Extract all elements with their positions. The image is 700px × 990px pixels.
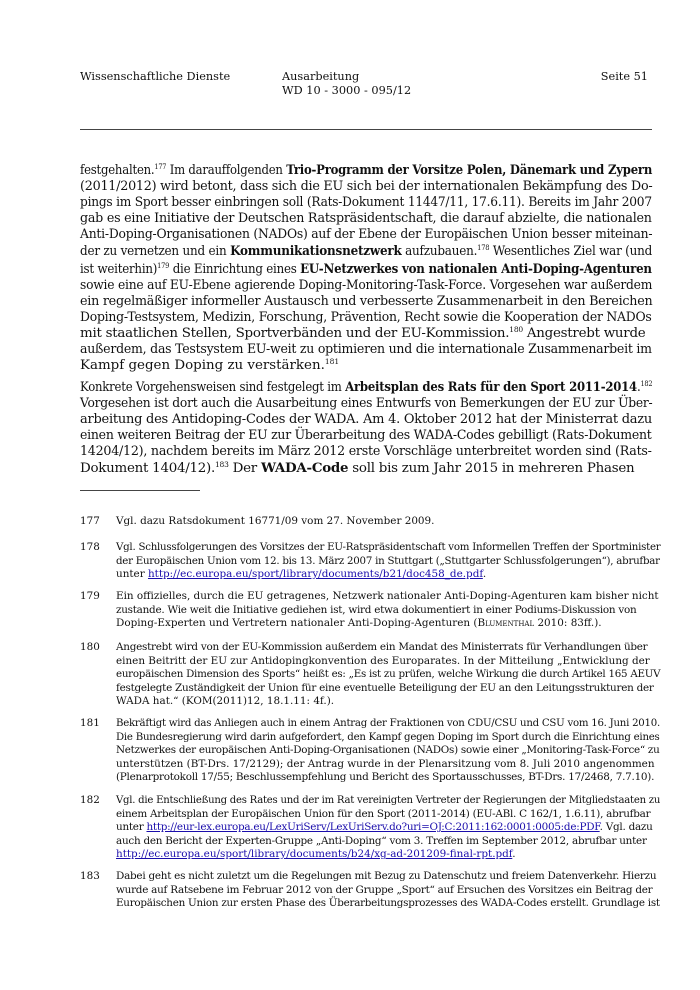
header-doc-type: Ausarbeitung [282,70,360,83]
text-line: Vgl. dazu Ratsdokument 16771/09 vom 27. November 2009. [116,515,435,527]
body-paragraph-1 [80,162,652,374]
footnote-text [116,794,660,862]
footnote-number: 181 [80,717,100,729]
text-line [116,821,660,835]
author-name: Blumenthal [477,617,535,630]
footnote-number: 183 [80,870,100,882]
text-line: Vgl. die Entschließung des Rates und der im Rat vereinigten Vertreter der Regierungen der Mitgliedstaaten zu [116,794,661,806]
text-line: zustande. Wie weit die Initiative gediehen ist, wird etwa dokumentiert in einer Podiums-Diskussion von [116,603,637,616]
footnote-ref-177[interactable]: 177 [154,162,167,171]
bold-term: Trio-Programm der Vorsitze Polen, Dänemark und Zypern [286,162,653,178]
text-line: arbeitung des Antidoping-Codes der WADA. Am 4. Oktober 2012 hat der Ministerrat dazu [80,412,653,428]
text-line: der Europäischen Union vom 12. bis 13. März 2007 in Stuttgart („Stuttgarter Schlussfolgerungen“), abrufbar [116,554,660,567]
header-rule [80,129,652,130]
text-line: Anti-Doping-Organisationen (NADOs) auf der Ebene der Europäischen Union besser miteinan- [80,227,653,243]
text-span: unter [116,568,148,581]
text-line [80,358,652,374]
text-line: gab es eine Initiative der Deutschen Ratspräsidentschaft, die darauf abzielte, die nationalen [80,211,652,227]
text-line: WADA hat.“ (KOM(2011)12, 18.1.11: 4f.). [116,695,335,708]
link-url[interactable]: http://ec.europa.eu/sport/library/documents/b21/doc458_de.pdf [147,568,483,581]
text-span: ist weiterhin) [80,261,158,277]
footnote-number: 180 [80,641,100,653]
text-line: Vorgesehen ist dort auch die Ausarbeitung eines Entwurfs von Bemerkungen der EU zur Über- [80,396,653,412]
text-line [116,568,660,582]
text-line: einem Arbeitsplan der Europäischen Union für den Sport (2011-2014) (EU-ABl. C 162/1, 1.6.11), abrufbar [116,807,651,820]
footnote-ref-180[interactable]: 180 [509,324,523,334]
text-line [80,162,652,179]
text-span: unter [116,821,147,834]
text-line [80,243,652,260]
footnote-text [116,641,660,709]
text-line: wurde auf Ratsebene im Februar 2012 von der Gruppe „Sport“ auf Ersuchen des Vorsitzes ein Beitrag der [116,883,653,896]
text-line [80,326,652,342]
text-span: festgehalten. [80,163,155,178]
text-span: Im darauffolgenden [166,163,287,178]
text-span: Dokument 1404/12). [80,461,216,477]
header-page-number: Seite 51 [600,70,648,83]
text-line: Europäischen Union zur ersten Phase des Überarbeitungsprozesses des WADA-Codes erstellt. Grundlage ist [116,897,660,910]
text-span: aufzubauen. [401,244,478,260]
text-line: ein regelmäßiger informeller Austausch und verbesserte Zusammenarbeit in den Bereichen [80,293,653,309]
link-url[interactable]: http://ec.europa.eu/sport/library/documents/b24/xg-ad-201209-final-rpt.pdf [116,848,513,861]
footnote-text [116,717,660,785]
text-line: sowie eine auf EU-Ebene agierende Doping-Monitoring-Task-Force. Vorgesehen war außerdem [80,277,653,293]
text-span: soll bis zum Jahr 2015 in mehreren Phasen [348,461,635,477]
text-line: pings im Sport besser einbringen soll (Rats-Dokument 11447/11, 17.6.11). Bereits im Jahr 2007 [80,195,652,211]
text-line: einen weiteren Beitrag der EU zur Überarbeitung des WADA-Codes gebilligt (Rats-Dokument [80,428,652,444]
text-span: . [512,848,516,861]
text-line: Angestrebt wird von der EU-Kommission außerdem ein Mandat des Ministerrats für Verhandlungen über [116,641,648,653]
header-document-info [282,70,411,98]
text-line: europäischen Dimension des Sports“ heißt es: „Es ist zu prüfen, welche Wirkung die durch Artikel 165 AEUV [116,668,661,681]
text-line: Vgl. Schlussfolgerungen des Vorsitzes der EU-Ratspräsidentschaft vom Informellen Treffen der Sportminister [116,541,661,553]
text-line: außerdem, das Testsystem EU-weit zu optimieren und die internationale Zusammenarbeit im [80,342,652,358]
text-span: Der [228,461,261,477]
text-span: Doping-Experten und Vertretern nationaler Anti-Doping-Agenturen ( [116,617,478,630]
footnote-ref-181[interactable]: 181 [324,357,340,367]
text-line: unterstützen (BT-Drs. 17/2129); der Antrag wurde in der Plenarsitzung vom 8. Juli 2010 angenommen [116,757,655,770]
footnote-number: 178 [80,541,100,553]
text-line: festgelegte Zuständigkeit der Union für eine eventuelle Beteiligung der EU an den Leitungsstrukturen der [116,681,654,694]
footnote-ref-183[interactable]: 183 [215,460,229,470]
footnote-number: 177 [80,515,100,527]
text-span: 2010: 83ff.). [534,617,602,630]
text-span: Wesentliches Ziel war (und [489,244,653,260]
text-span: . [636,380,641,395]
footnote-ref-178[interactable]: 178 [477,243,490,253]
text-line: Doping-Testsystem, Medizin, Forschung, Prävention, Recht sowie die Kooperation der NADOs [80,309,652,325]
text-line: (Plenarprotokoll 17/55; Beschlussempfehlung und Bericht des Sportausschusses, BT-Drs. 17/2468, 7.7.10). [116,771,655,784]
text-span: Konkrete Vorgehensweisen sind festgelegt im [80,380,346,395]
text-line: (2011/2012) wird betont, dass sich die EU sich bei der internationalen Bekämpfung des Do- [80,179,653,195]
text-span: Kampf gegen Doping zu verstärken. [80,358,325,374]
footnote-text [116,870,660,911]
text-line [116,848,660,862]
text-line: 14204/12), nachdem bereits im März 2012 erste Vorschläge unterbreitet worden sind (Rats- [80,444,652,460]
text-span: Angestrebt wurde [522,325,646,341]
body-paragraph-2 [80,379,652,478]
text-line [80,379,652,396]
text-line: Ein offizielles, durch die EU getragenes, Netzwerk nationaler Anti-Doping-Agenturen kam bisher nicht [116,590,659,602]
text-line [116,617,660,631]
footnote-number: 179 [80,590,100,602]
text-span: mit staatlichen Stellen, Sportverbänden und der EU-Kommission. [80,325,510,341]
text-line: Die Bundesregierung wird darin aufgefordert, den Kampf gegen Doping im Sport durch die Einrichtung eines [116,730,660,743]
bold-term: WADA-Code [260,460,349,477]
text-span: . Vgl. dazu [599,821,653,834]
footnote-text [116,515,660,529]
footnote-ref-182[interactable]: 182 [640,379,653,388]
text-span: . [482,568,487,581]
footnote-number: 182 [80,794,100,806]
footnote-text [116,541,660,582]
text-line: Bekräftigt wird das Anliegen auch in einem Antrag der Fraktionen von CDU/CSU und CSU vom 16. Juni 2010. [116,717,660,729]
bold-term: Arbeitsplan des Rats für den Sport 2011-2014 [345,379,637,395]
header-institution: Wissenschaftliche Dienste [80,70,231,83]
text-span: die Einrichtung eines [169,261,301,277]
link-url[interactable]: http://eur-lex.europa.eu/LexUriServ/LexUriServ.do?uri=OJ:C:2011:162:0001:0005:de:PDF [146,821,600,834]
footnote-text [116,590,660,631]
text-line: Netzwerkes der europäischen Anti-Doping-Organisationen (NADOs) sowie einer „Monitoring-Task-Force“ zu [116,744,660,757]
bold-term: EU-Netzwerkes von nationalen Anti-Doping-Agenturen [300,260,652,277]
text-span: der zu vernetzen und ein [80,244,231,260]
text-line [80,460,652,477]
footnote-ref-179[interactable]: 179 [157,260,170,270]
text-line: Dabei geht es nicht zuletzt um die Regelungen mit Bezug zu Datenschutz und freiem Datenverkehr. Hierzu [116,870,657,882]
header-doc-id: WD 10 - 3000 - 095/12 [282,84,412,97]
text-line [80,261,652,278]
text-line: auch den Bericht der Experten-Gruppe „Anti-Doping“ vom 3. Treffen im September 2012, abrufbar unter [116,834,647,847]
text-line: einen Beitritt der EU zur Antidopingkonvention des Europarates. In der Mitteilung „Entwicklung der [116,654,650,667]
bold-term: Kommunikationsnetzwerk [230,243,402,260]
footnote-separator [80,490,200,491]
